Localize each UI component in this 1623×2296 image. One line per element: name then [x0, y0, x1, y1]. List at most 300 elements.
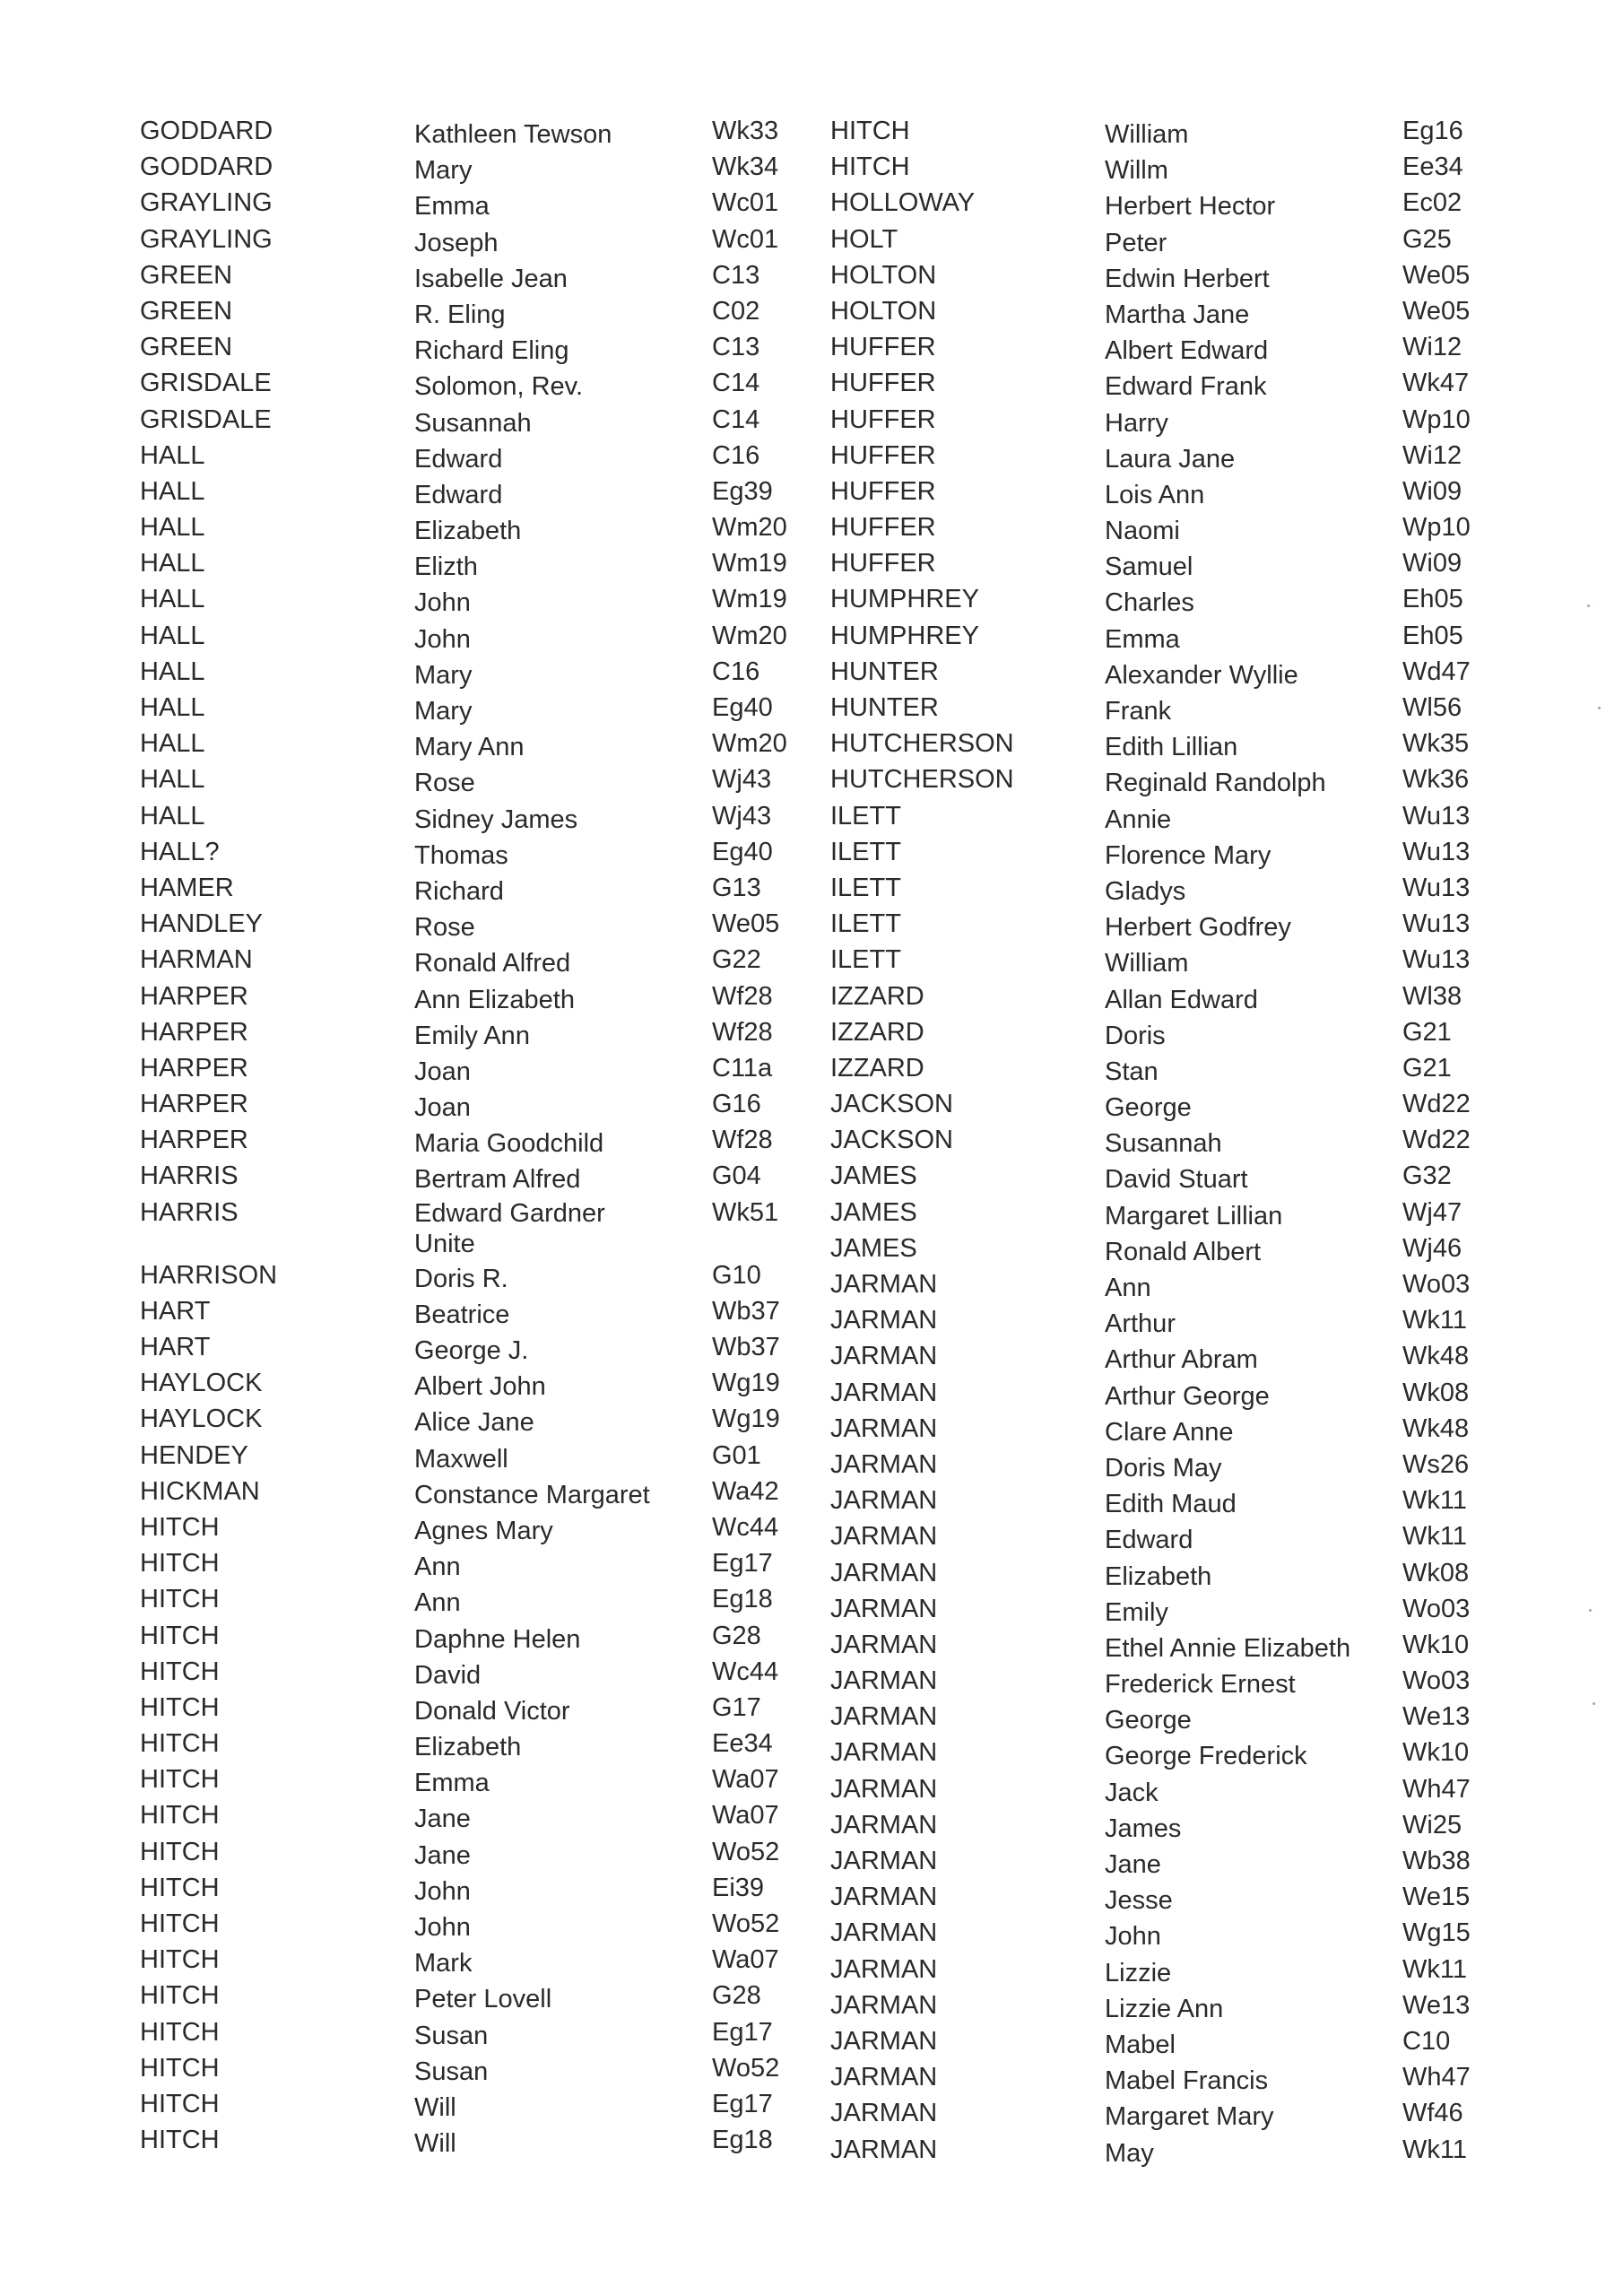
forename-entry: Ethel Annie Elizabeth	[1105, 1633, 1351, 1663]
surname-entry: HOLTON	[830, 296, 937, 326]
reference-entry: Wk11	[1402, 2135, 1467, 2164]
surname-entry: JACKSON	[830, 1090, 953, 1119]
reference-entry: Wu13	[1402, 873, 1471, 902]
surname-entry: JARMAN	[830, 1918, 938, 1948]
scan-speck	[1587, 604, 1590, 607]
reference-entry: C14	[712, 369, 760, 398]
reference-entry: Ws26	[1402, 1449, 1470, 1479]
reference-entry: Ec02	[1402, 188, 1462, 218]
reference-entry: Eg18	[712, 2126, 773, 2155]
reference-entry: Wm19	[712, 585, 787, 614]
reference-entry: Wk10	[1402, 1630, 1470, 1659]
reference-entry: Wu13	[1402, 909, 1471, 939]
reference-entry: Wk34	[712, 152, 779, 182]
surname-entry: ILETT	[830, 873, 901, 902]
surname-entry: JARMAN	[830, 2063, 938, 2092]
surname-entry: GODDARD	[140, 117, 273, 145]
forename-entry: Naomi	[1105, 517, 1180, 546]
reference-entry: Wp10	[1402, 513, 1471, 543]
reference-entry: C16	[712, 440, 760, 470]
reference-entry: Wi09	[1402, 549, 1462, 578]
reference-entry: G16	[712, 1090, 761, 1119]
surname-entry: HALL	[140, 801, 205, 831]
forename-entry: David	[414, 1660, 482, 1690]
surname-entry: JARMAN	[830, 1306, 938, 1335]
forename-entry: Ronald Alfred	[414, 949, 571, 978]
surname-entry: HITCH	[830, 117, 910, 145]
forename-entry: Margaret Mary	[1105, 2102, 1274, 2132]
surname-entry: HITCH	[140, 1692, 220, 1722]
surname-entry: HARPER	[140, 1090, 248, 1119]
forename-entry: Ronald Albert	[1105, 1237, 1262, 1266]
forename-entry: Donald Victor	[414, 1696, 570, 1726]
reference-column-left	[712, 113, 820, 2158]
forename-entry: John	[414, 588, 471, 618]
reference-entry: Wi12	[1402, 333, 1462, 362]
reference-entry: Wf46	[1402, 2099, 1463, 2128]
forename-entry: Mary	[414, 660, 473, 690]
surname-entry: HOLT	[830, 224, 898, 254]
surname-entry: JARMAN	[830, 1378, 938, 1407]
surname-entry: GREEN	[140, 333, 233, 362]
forename-entry: Jack	[1105, 1778, 1159, 1807]
reference-entry: Wk36	[1402, 765, 1470, 795]
reference-entry: Wg15	[1402, 1918, 1471, 1948]
surname-entry: JARMAN	[830, 1342, 938, 1371]
reference-entry: Wu13	[1402, 801, 1471, 831]
surname-entry: HARPER	[140, 1053, 248, 1083]
surname-entry: HALL	[140, 549, 205, 578]
forename-entry: Kathleen Tewson	[414, 120, 612, 149]
forename-entry: Beatrice	[414, 1300, 510, 1329]
surname-entry: JACKSON	[830, 1126, 953, 1155]
surname-entry: HITCH	[140, 1729, 220, 1759]
forename-entry: Harry	[1105, 408, 1168, 438]
reference-entry: Wk11	[1402, 1486, 1467, 1516]
reference-entry: Wb37	[712, 1296, 780, 1326]
surname-entry: HUTCHERSON	[830, 765, 1014, 795]
surname-entry: IZZARD	[830, 1017, 924, 1047]
surname-entry: JARMAN	[830, 1558, 938, 1587]
forename-entry: Mary	[414, 697, 473, 726]
reference-entry: Eg17	[712, 2089, 773, 2118]
surname-entry: HUFFER	[830, 549, 936, 578]
forename-entry: Elizabeth	[414, 1733, 522, 1762]
reference-entry: C13	[712, 333, 760, 362]
surname-entry: HITCH	[140, 2126, 220, 2155]
forename-entry: Peter	[1105, 228, 1167, 257]
surname-entry: HALL	[140, 585, 205, 614]
forename-entry: Richard Eling	[414, 336, 569, 366]
surname-entry: HUTCHERSON	[830, 729, 1014, 759]
forename-entry: Lizzie	[1105, 1958, 1172, 1987]
forename-entry: Samuel	[1105, 552, 1193, 582]
forename-entry: Susannah	[414, 408, 532, 438]
surname-entry: ILETT	[830, 837, 901, 866]
surname-entry: HALL	[140, 476, 205, 506]
reference-entry: Wa07	[712, 1801, 779, 1831]
forename-entry: George	[1105, 1093, 1192, 1123]
surname-entry: HART	[140, 1296, 211, 1326]
reference-entry: Wk08	[1402, 1378, 1470, 1407]
forename-entry: Constance Margaret	[414, 1480, 650, 1509]
forename-entry: Mark	[414, 1949, 473, 1979]
reference-entry: Wj47	[1402, 1197, 1462, 1227]
forename-entry: Allan Edward	[1105, 985, 1258, 1014]
surname-entry: HALL	[140, 440, 205, 470]
reference-entry: We05	[1402, 296, 1471, 326]
scan-speck	[1598, 707, 1601, 709]
reference-entry: C16	[712, 657, 760, 686]
forename-entry: Rose	[414, 769, 475, 798]
forename-entry: Emma	[414, 192, 490, 222]
surname-entry: HARMAN	[140, 945, 253, 975]
surname-entry: HUFFER	[830, 404, 936, 434]
forename-entry: Emma	[414, 1769, 490, 1798]
reference-entry: Wc44	[712, 1512, 779, 1542]
forename-entry: John	[414, 624, 471, 654]
forename-entry: Margaret Lillian	[1105, 1201, 1283, 1231]
forename-entry: John	[1105, 1922, 1161, 1952]
forename-entry: Doris R.	[414, 1264, 508, 1293]
reference-entry: Wo52	[712, 2053, 780, 2083]
surname-entry: HUFFER	[830, 476, 936, 506]
reference-entry: Wk11	[1402, 1522, 1467, 1552]
forename-entry: George J.	[414, 1336, 529, 1365]
reference-entry: Eg39	[712, 476, 773, 506]
forename-entry: Rose	[414, 913, 475, 943]
forename-entry: Joan	[414, 1057, 471, 1086]
forename-entry: Peter Lovell	[414, 1985, 552, 2014]
reference-entry: G10	[712, 1260, 761, 1290]
surname-entry: GRAYLING	[140, 224, 273, 254]
reference-entry: Wa07	[712, 1765, 779, 1795]
forename-entry: George	[1105, 1706, 1192, 1735]
reference-entry: We15	[1402, 1883, 1471, 1912]
forename-entry: Elizth	[414, 552, 478, 582]
surname-entry: JARMAN	[830, 1666, 938, 1696]
surname-entry: HAMER	[140, 873, 234, 902]
forename-entry: Susannah	[1105, 1129, 1222, 1159]
forename-entry: Elizabeth	[414, 517, 522, 546]
forename-entry: Martha Jane	[1105, 300, 1250, 329]
surname-entry: HITCH	[830, 152, 910, 182]
forename-entry: Edith Lillian	[1105, 733, 1238, 762]
reference-entry: Wd22	[1402, 1126, 1471, 1155]
forename-entry: William	[1105, 949, 1189, 978]
surname-entry: JARMAN	[830, 1702, 938, 1732]
forename-entry: Susan	[414, 2021, 489, 2050]
forename-entry: Edward	[1105, 1526, 1193, 1555]
surname-entry: JARMAN	[830, 2135, 938, 2164]
surname-entry: HITCH	[140, 2017, 220, 2047]
forename-entry: Arthur George	[1105, 1381, 1270, 1411]
surname-entry: HITCH	[140, 1585, 220, 1614]
reference-entry: Ei39	[712, 1873, 765, 1902]
reference-entry: Wi25	[1402, 1810, 1462, 1839]
reference-entry: Wk35	[1402, 729, 1470, 759]
forename-entry: R. Eling	[414, 300, 506, 329]
surname-entry: HART	[140, 1333, 211, 1361]
surname-entry: HUMPHREY	[830, 621, 979, 650]
forename-entry: Clare Anne	[1105, 1417, 1234, 1447]
surname-entry: HOLLOWAY	[830, 188, 976, 218]
reference-entry: We13	[1402, 1702, 1471, 1732]
surname-entry: HENDEY	[140, 1440, 248, 1470]
surname-entry: HITCH	[140, 1765, 220, 1795]
forename-column-left	[414, 117, 710, 2161]
reference-entry: Eg17	[712, 2017, 773, 2047]
forename-entry: James	[1105, 1813, 1182, 1843]
surname-entry: HAYLOCK	[140, 1369, 263, 1398]
forename-entry: Lizzie Ann	[1105, 1994, 1224, 2023]
forename-entry: Arthur	[1105, 1309, 1176, 1339]
surname-entry: HUFFER	[830, 513, 936, 543]
reference-entry: G04	[712, 1161, 761, 1191]
reference-entry: C11a	[712, 1053, 773, 1083]
reference-entry: Wl38	[1402, 981, 1462, 1011]
forename-entry: Isabelle Jean	[414, 264, 568, 293]
forename-entry: Doris	[1105, 1021, 1166, 1050]
reference-entry: Wf28	[712, 1017, 773, 1047]
reference-entry: Wk47	[1402, 369, 1470, 398]
surname-entry: HITCH	[140, 1981, 220, 2011]
reference-entry: G17	[712, 1692, 761, 1722]
forename-entry: Jane	[414, 1840, 471, 1870]
forename-line: Unite	[414, 1229, 475, 1258]
surname-entry: HARPER	[140, 1126, 248, 1155]
forename-entry: Herbert Godfrey	[1105, 913, 1291, 943]
surname-entry: HARRIS	[140, 1197, 239, 1227]
reference-entry: Eg17	[712, 1549, 773, 1578]
surname-entry: HICKMAN	[140, 1476, 260, 1506]
surname-entry: JARMAN	[830, 1990, 938, 2020]
reference-entry: Wg19	[712, 1369, 780, 1398]
reference-entry: Wj43	[712, 765, 772, 795]
surname-entry: GRAYLING	[140, 188, 273, 218]
forename-entry: Edwin Herbert	[1105, 264, 1270, 293]
reference-entry: G21	[1402, 1017, 1452, 1047]
forename-entry: Sidney James	[414, 804, 578, 834]
reference-entry: Wa07	[712, 1945, 779, 1975]
surname-entry: HUMPHREY	[830, 585, 979, 614]
forename-entry: Edward Frank	[1105, 372, 1267, 402]
surname-entry: JARMAN	[830, 1738, 938, 1768]
forename-entry: Edward	[414, 444, 503, 474]
reference-entry: Wi12	[1402, 440, 1462, 470]
forename-entry: Mabel	[1105, 2030, 1176, 2059]
surname-entry: JARMAN	[830, 1449, 938, 1479]
surname-entry: HARPER	[140, 1017, 248, 1047]
forename-entry: Emma	[1105, 624, 1180, 654]
reference-entry: G13	[712, 873, 761, 902]
forename-entry: Bertram Alfred	[414, 1165, 581, 1195]
surname-entry: ILETT	[830, 909, 901, 939]
surname-entry: GREEN	[140, 296, 233, 326]
forename-column-right	[1105, 117, 1401, 2171]
reference-entry: Wo52	[712, 1909, 780, 1938]
reference-entry: Wk51	[712, 1197, 779, 1227]
reference-entry: Wk33	[712, 117, 779, 145]
reference-entry: Wu13	[1402, 837, 1471, 866]
reference-entry: Wk48	[1402, 1413, 1470, 1443]
surname-entry: HITCH	[140, 1837, 220, 1866]
reference-entry: We13	[1402, 1990, 1471, 2020]
forename-entry: Gladys	[1105, 876, 1186, 906]
surname-entry: JARMAN	[830, 1630, 938, 1659]
reference-entry: Wi09	[1402, 476, 1462, 506]
forename-entry: Edith Maud	[1105, 1490, 1237, 1519]
reference-entry: G25	[1402, 224, 1452, 254]
reference-entry: Wh47	[1402, 1774, 1471, 1804]
forename-entry: Ann	[414, 1588, 461, 1618]
surname-entry: HALL	[140, 513, 205, 543]
reference-entry: Wf28	[712, 1126, 773, 1155]
surname-entry: HITCH	[140, 1909, 220, 1938]
scan-speck	[1593, 1702, 1595, 1705]
reference-entry: Wm20	[712, 729, 787, 759]
forename-entry: David Stuart	[1105, 1165, 1248, 1195]
forename-entry: Maxwell	[414, 1444, 508, 1474]
forename-entry: Ann Elizabeth	[414, 985, 575, 1014]
surname-entry: GRISDALE	[140, 404, 272, 434]
reference-entry: Eh05	[1402, 585, 1463, 614]
reference-entry: Eh05	[1402, 621, 1463, 650]
forename-entry: Jane	[1105, 1850, 1161, 1879]
reference-entry: Wm20	[712, 621, 787, 650]
reference-entry: C13	[712, 260, 760, 290]
forename-entry: George Frederick	[1105, 1742, 1307, 1771]
reference-entry: Wm20	[712, 513, 787, 543]
reference-entry: Wk08	[1402, 1558, 1470, 1587]
forename-entry: Albert Edward	[1105, 336, 1269, 366]
forename-entry: Frank	[1105, 697, 1172, 726]
reference-entry: G01	[712, 1440, 761, 1470]
surname-entry: JAMES	[830, 1161, 917, 1191]
surname-entry: JARMAN	[830, 1954, 938, 1984]
forename-entry: Richard	[414, 876, 504, 906]
reference-entry: Wo52	[712, 1837, 780, 1866]
forename-entry: Herbert Hector	[1105, 192, 1276, 222]
surname-entry: HUNTER	[830, 657, 939, 686]
forename-entry: Edward	[414, 480, 503, 509]
forename-entry	[414, 1198, 710, 1261]
surname-entry: ILETT	[830, 945, 901, 975]
reference-entry: We05	[712, 909, 780, 939]
forename-entry: Joan	[414, 1093, 471, 1123]
forename-entry: Stan	[1105, 1057, 1159, 1086]
forename-entry: Solomon, Rev.	[414, 372, 584, 402]
forename-entry: John	[414, 1876, 471, 1906]
forename-entry: May	[1105, 2138, 1154, 2168]
reference-entry: Eg18	[712, 1585, 773, 1614]
reference-entry: Wd47	[1402, 657, 1471, 686]
reference-entry: Eg40	[712, 837, 773, 866]
surname-entry: HITCH	[140, 1945, 220, 1975]
surname-column-left	[140, 113, 409, 2158]
reference-entry: Wu13	[1402, 945, 1471, 975]
surname-entry: HALL	[140, 621, 205, 650]
surname-entry: IZZARD	[830, 981, 924, 1011]
forename-entry: Annie	[1105, 804, 1172, 834]
forename-entry: Alice Jane	[414, 1408, 534, 1438]
forename-entry: William	[1105, 120, 1189, 149]
forename-entry: Reginald Randolph	[1105, 769, 1326, 798]
forename-entry: Joseph	[414, 228, 499, 257]
surname-entry: HUFFER	[830, 440, 936, 470]
reference-entry: Eg40	[712, 693, 773, 722]
surname-entry: JARMAN	[830, 1810, 938, 1839]
forename-line: Edward Gardner	[414, 1198, 605, 1228]
reference-entry: Wc44	[712, 1657, 779, 1686]
reference-entry: Wk11	[1402, 1954, 1467, 1984]
reference-entry: Wc01	[712, 188, 779, 218]
forename-entry: Jesse	[1105, 1886, 1173, 1916]
reference-entry: Wk10	[1402, 1738, 1470, 1768]
surname-entry: HUFFER	[830, 369, 936, 398]
reference-entry: Ee34	[712, 1729, 773, 1759]
reference-entry: Wf28	[712, 981, 773, 1011]
surname-entry: HARRIS	[140, 1161, 239, 1191]
reference-entry: Wh47	[1402, 2063, 1471, 2092]
reference-entry: Ee34	[1402, 152, 1463, 182]
reference-entry: Wb38	[1402, 1847, 1471, 1875]
surname-entry: JARMAN	[830, 2026, 938, 2056]
surname-entry: HALL	[140, 693, 205, 722]
surname-column-right	[830, 113, 1099, 2168]
surname-entry: HALL	[140, 657, 205, 686]
forename-entry: Lois Ann	[1105, 480, 1205, 509]
reference-entry: Wo03	[1402, 1270, 1471, 1299]
surname-entry: HITCH	[140, 1801, 220, 1831]
forename-entry: Ann	[1105, 1274, 1151, 1302]
surname-entry: HITCH	[140, 1549, 220, 1578]
forename-entry: Mary	[414, 156, 473, 186]
surname-entry: JAMES	[830, 1233, 917, 1263]
surname-entry: JAMES	[830, 1197, 917, 1227]
surname-entry: JARMAN	[830, 2099, 938, 2128]
surname-entry: HITCH	[140, 1657, 220, 1686]
reference-entry: Wl56	[1402, 693, 1462, 722]
surname-entry: HALL	[140, 729, 205, 759]
reference-entry: Wj46	[1402, 1233, 1462, 1263]
forename-entry: John	[414, 1913, 471, 1942]
reference-entry: Wo03	[1402, 1666, 1471, 1696]
reference-entry: C10	[1402, 2026, 1451, 2056]
reference-entry: Wc01	[712, 224, 779, 254]
reference-entry: Wp10	[1402, 404, 1471, 434]
surname-entry: HAYLOCK	[140, 1405, 263, 1434]
surname-entry: HITCH	[140, 1512, 220, 1542]
surname-entry: HANDLEY	[140, 909, 263, 939]
reference-entry: Wd22	[1402, 1090, 1471, 1119]
forename-entry: Mabel Francis	[1105, 2066, 1269, 2096]
surname-entry: HARRISON	[140, 1260, 278, 1290]
reference-entry: G32	[1402, 1161, 1452, 1191]
surname-entry: JARMAN	[830, 1486, 938, 1516]
surname-entry: JARMAN	[830, 1847, 938, 1875]
reference-entry: Eg16	[1402, 117, 1463, 145]
forename-entry: Maria Goodchild	[414, 1129, 604, 1159]
forename-entry: Elizabeth	[1105, 1561, 1212, 1591]
forename-entry: Will	[414, 2129, 456, 2159]
surname-entry: GRISDALE	[140, 369, 272, 398]
surname-entry: JARMAN	[830, 1774, 938, 1804]
reference-entry: Wo03	[1402, 1594, 1471, 1623]
surname-entry: HITCH	[140, 1873, 220, 1902]
reference-entry: G21	[1402, 1053, 1452, 1083]
surname-entry: HARPER	[140, 981, 248, 1011]
